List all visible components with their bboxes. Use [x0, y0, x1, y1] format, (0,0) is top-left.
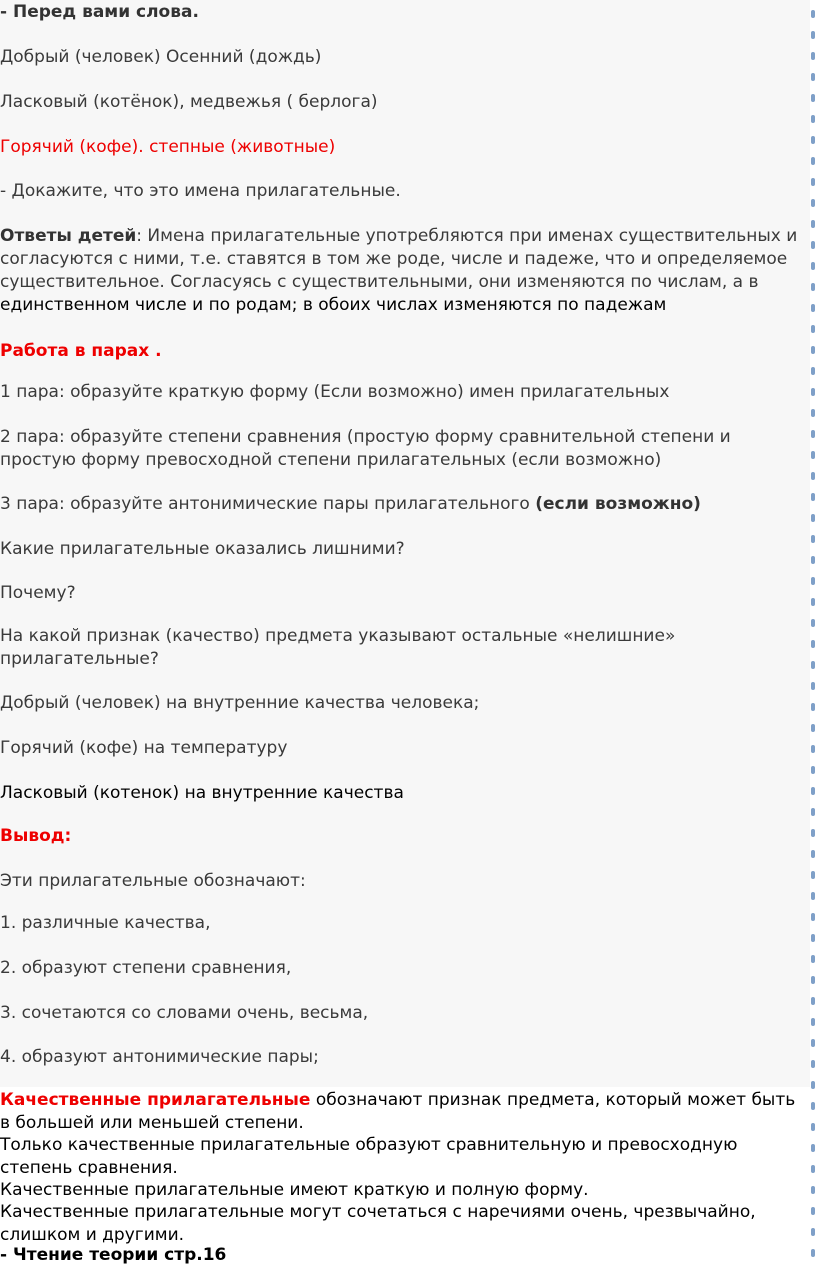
- children-answers: [0, 225, 806, 317]
- edge-dot: [811, 892, 815, 900]
- answer-line-3: Ласковый (котенок) на внутренние качества: [0, 783, 404, 803]
- edge-dot: [811, 535, 815, 543]
- word-pair-line-1: Добрый (человек) Осенний (дождь): [0, 47, 322, 67]
- task-pair-3-bold: (если возможно): [535, 494, 701, 514]
- theory-definition-text: обозначают признак предмета, который может быть в большей или меньшей степени.: [0, 1090, 796, 1133]
- edge-dot: [811, 577, 815, 585]
- theory-line-2: Только качественные прилагательные образуют сравнительную и превосходную степень сравнения.: [0, 1135, 738, 1178]
- edge-dot: [811, 304, 815, 312]
- edge-dot: [811, 934, 815, 942]
- edge-dot: [811, 451, 815, 459]
- edge-dot: [811, 493, 815, 501]
- edge-dot: [811, 682, 815, 690]
- edge-dot: [811, 829, 815, 837]
- edge-dot: [811, 640, 815, 648]
- edge-dot: [811, 1018, 815, 1026]
- edge-dot: [811, 388, 815, 396]
- edge-dot: [811, 871, 815, 879]
- question-why: Почему?: [0, 583, 76, 603]
- conclusion-item: 4. образуют антонимические пары;: [0, 1047, 319, 1067]
- edge-dot: [811, 619, 815, 627]
- edge-dot: [811, 136, 815, 144]
- edge-dot: [811, 346, 815, 354]
- theory-line-4: Качественные прилагательные могут сочетаться с наречиями очень, чрезвычайно, слишком и другими.: [0, 1202, 756, 1245]
- edge-dot: [811, 157, 815, 165]
- edge-dot: [811, 52, 815, 60]
- prove-question: - Докажите, что это имена прилагательные.: [0, 181, 401, 201]
- pairs-work-title: Работа в парах: [0, 341, 150, 361]
- page-heading: - Перед вами слова.: [0, 2, 199, 22]
- edge-dot: [811, 430, 815, 438]
- word-pair-line-3: Горячий (кофе). степные (животные): [0, 137, 336, 157]
- edge-dot: [811, 1081, 815, 1089]
- conclusion-item: 3. сочетаются со словами очень, весьма,: [0, 1003, 369, 1023]
- conclusion-item: 2. образуют степени сравнения,: [0, 958, 292, 978]
- edge-dot: [811, 94, 815, 102]
- task-pair-2: 2 пара: образуйте степени сравнения (простую форму сравнительной степени и простую форму превосходной степени прилагательных (если возможно): [0, 427, 731, 470]
- theory-reading-task: - Чтение теории стр.16: [0, 1245, 227, 1265]
- edge-dot: [811, 472, 815, 480]
- theory-line-3: Качественные прилагательные имеют краткую и полную форму.: [0, 1180, 589, 1200]
- edge-dot: [811, 703, 815, 711]
- edge-dot: [811, 808, 815, 816]
- answer-line-2: Горячий (кофе) на температуру: [0, 738, 288, 758]
- edge-dot: [811, 1165, 815, 1173]
- question-extra-adjectives: Какие прилагательные оказались лишними?: [0, 539, 405, 559]
- answers-text: : Имена прилагательные употребляются при именах существительных и согласуются с ними, т.е. ставятся в том же роде, числе и падеже, что и определяемое существительное. Согласуясь с существительными, они изменяются по числам, а в: [0, 226, 798, 292]
- edge-dot: [811, 850, 815, 858]
- edge-dot: [811, 283, 815, 291]
- edge-dot: [811, 1039, 815, 1047]
- edge-dot: [811, 787, 815, 795]
- edge-dot: [811, 1249, 815, 1257]
- edge-dot: [811, 997, 815, 1005]
- edge-dot: [811, 241, 815, 249]
- edge-dot: [811, 31, 815, 39]
- answers-text-end: единственном числе и по родам; в обоих числах изменяются по падежам: [0, 295, 667, 315]
- edge-dot: [811, 220, 815, 228]
- pairs-work-dot: .: [149, 341, 162, 361]
- edge-dot: [811, 178, 815, 186]
- pairs-work-heading: [0, 340, 806, 363]
- edge-dot: [811, 367, 815, 375]
- edge-dot: [811, 1060, 815, 1068]
- edge-dot: [811, 115, 815, 123]
- answers-label: Ответы детей: [0, 226, 137, 246]
- edge-dot: [811, 556, 815, 564]
- conclusion-intro: Эти прилагательные обозначают:: [0, 871, 306, 891]
- edge-dot: [811, 598, 815, 606]
- conclusion-item: 1. различные качества,: [0, 913, 211, 933]
- edge-dot: [811, 73, 815, 81]
- task-pair-3-text: 3 пара: образуйте антонимические пары прилагательного: [0, 494, 536, 514]
- edge-dot: [811, 913, 815, 921]
- edge-dot: [811, 409, 815, 417]
- edge-dot: [811, 745, 815, 753]
- theory-term: Качественные прилагательные: [0, 1090, 311, 1110]
- conclusion-title: Вывод:: [0, 826, 72, 846]
- edge-dot: [811, 514, 815, 522]
- edge-dot: [811, 1144, 815, 1152]
- edge-dot: [811, 325, 815, 333]
- edge-dot: [811, 976, 815, 984]
- task-pair-3: [0, 493, 806, 516]
- question-feature: На какой признак (качество) предмета указывают остальные «нелишние» прилагательные?: [0, 626, 676, 669]
- edge-dot: [811, 1186, 815, 1194]
- edge-dot: [811, 1123, 815, 1131]
- task-pair-1: 1 пара: образуйте краткую форму (Если возможно) имен прилагательных: [0, 382, 670, 402]
- edge-dot: [811, 955, 815, 963]
- edge-dot: [811, 766, 815, 774]
- page-edge-dots: [810, 0, 816, 1267]
- edge-dot: [811, 724, 815, 732]
- edge-dot: [811, 10, 815, 18]
- answer-line-1: Добрый (человек) на внутренние качества человека;: [0, 693, 480, 713]
- edge-dot: [811, 1102, 815, 1110]
- edge-dot: [811, 661, 815, 669]
- theory-definition: [0, 1089, 806, 1135]
- edge-dot: [811, 1207, 815, 1215]
- edge-dot: [811, 1228, 815, 1236]
- theory-block: [0, 1087, 810, 1267]
- edge-dot: [811, 262, 815, 270]
- word-pair-line-2: Ласковый (котёнок), медвежья ( берлога): [0, 92, 378, 112]
- edge-dot: [811, 199, 815, 207]
